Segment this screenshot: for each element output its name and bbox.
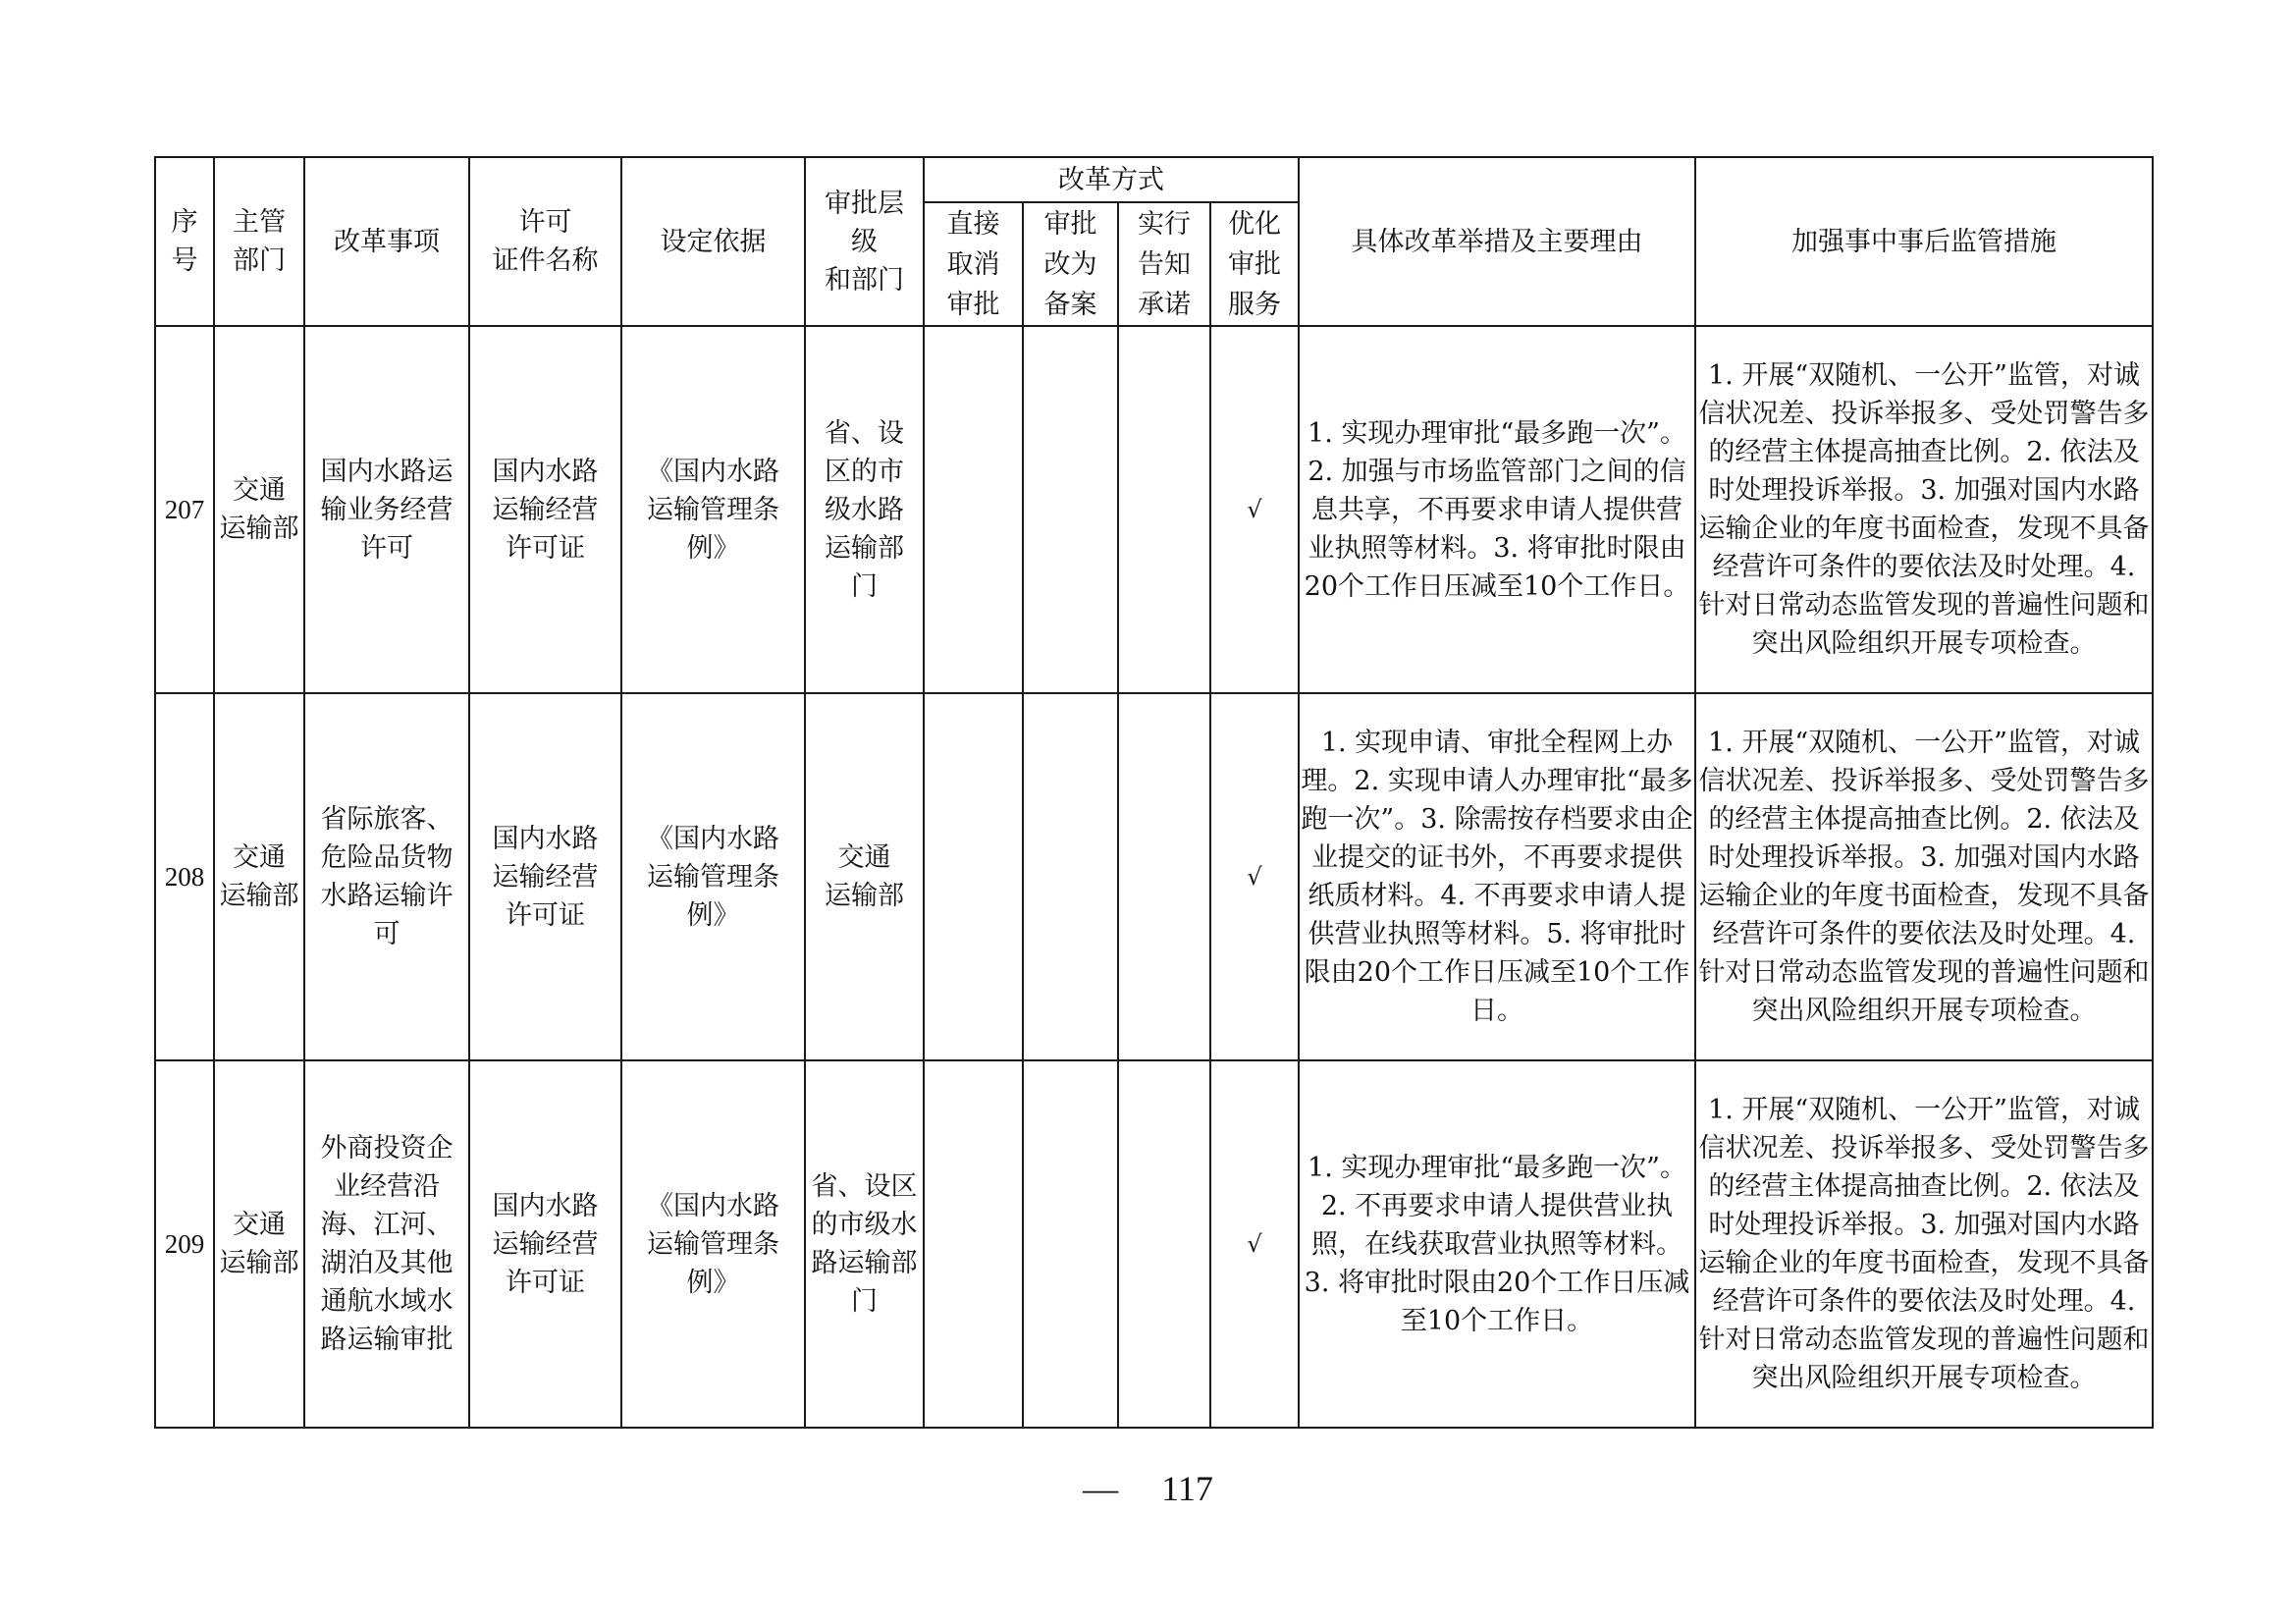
- cell-measures: 1. 实现办理审批“最多跑一次”。2. 不再要求申请人提供营业执照，在线获取营业执照等材料。3. 将审批时限由20个工作日压减至10个工作日。: [1299, 1060, 1695, 1428]
- header-reform-method: 改革方式: [924, 157, 1299, 202]
- cell-reform-item: 外商投资企 业经营沿 海、江河、 湖泊及其他 通航水域水 路运输审批: [304, 1060, 469, 1428]
- check-mark: √: [1247, 496, 1262, 523]
- cell-supervision: 1. 开展“双随机、一公开”监管，对诚信状况差、投诉举报多、受处罚警告多的经营主体提高抽查比例。2. 依法及时处理投诉举报。3. 加强对国内水路运输企业的年度书面检查，发现不具备经营许可条件的要依法及时处理。4. 针对日常动态监管发现的普遍性问题和突出风险组织开展专项检查。: [1695, 326, 2153, 693]
- header-reform-item: 改革事项: [304, 157, 469, 326]
- cell-approval-level: 交通 运输部: [805, 693, 924, 1060]
- cell-check-optimize: [1210, 1060, 1299, 1428]
- cell-department: 交通 运输部: [214, 326, 304, 693]
- cell-check-filing: [1023, 1060, 1118, 1428]
- cell-check-notify: [1118, 326, 1210, 693]
- cell-seq: 208: [155, 693, 214, 1060]
- header-method-filing: 审批 改为 备案: [1023, 202, 1118, 326]
- table-row: [155, 1060, 2153, 1428]
- cell-department: 交通 运输部: [214, 693, 304, 1060]
- cell-reform-item: 省际旅客、 危险品货物 水路运输许 可: [304, 693, 469, 1060]
- header-supervision: 加强事中事后监管措施: [1695, 157, 2153, 326]
- cell-check-notify: [1118, 1060, 1210, 1428]
- header-approval-level: 审批层级 和部门: [805, 157, 924, 326]
- cell-seq: 207: [155, 326, 214, 693]
- cell-license-name: 国内水路 运输经营 许可证: [469, 693, 621, 1060]
- cell-supervision: 1. 开展“双随机、一公开”监管，对诚信状况差、投诉举报多、受处罚警告多的经营主体提高抽查比例。2. 依法及时处理投诉举报。3. 加强对国内水路运输企业的年度书面检查，发现不具备经营许可条件的要依法及时处理。4. 针对日常动态监管发现的普遍性问题和突出风险组织开展专项检查。: [1695, 1060, 2153, 1428]
- cell-check-filing: [1023, 693, 1118, 1060]
- table-row: [155, 326, 2153, 693]
- cell-check-optimize: [1210, 326, 1299, 693]
- check-mark: √: [1247, 863, 1262, 891]
- header-method-notify: 实行 告知 承诺: [1118, 202, 1210, 326]
- header-seq: 序 号: [155, 157, 214, 326]
- cell-approval-level: 省、设区 的市级水 路运输部 门: [805, 1060, 924, 1428]
- cell-basis: 《国内水路 运输管理条 例》: [621, 693, 805, 1060]
- cell-measures: 1. 实现申请、审批全程网上办理。2. 实现申请人办理审批“最多跑一次”。3. 除需按存档要求由企业提交的证书外，不再要求提供纸质材料。4. 不再要求申请人提供营业执照等材料。5. 将审批时限由20个工作日压减至10个工作日。: [1299, 693, 1695, 1060]
- header-method-optimize: 优化 审批 服务: [1210, 202, 1299, 326]
- cell-check-cancel: [924, 1060, 1023, 1428]
- cell-basis: 《国内水路 运输管理条 例》: [621, 1060, 805, 1428]
- reform-table: [154, 156, 2154, 1429]
- header-license-name: 许可 证件名称: [469, 157, 621, 326]
- cell-check-cancel: [924, 326, 1023, 693]
- cell-check-cancel: [924, 693, 1023, 1060]
- cell-seq: 209: [155, 1060, 214, 1428]
- header-basis: 设定依据: [621, 157, 805, 326]
- table-row: [155, 693, 2153, 1060]
- header-department: 主管 部门: [214, 157, 304, 326]
- cell-check-optimize: [1210, 693, 1299, 1060]
- header-method-cancel: 直接 取消 审批: [924, 202, 1023, 326]
- page-number: 117: [1161, 1469, 1213, 1508]
- cell-supervision: 1. 开展“双随机、一公开”监管，对诚信状况差、投诉举报多、受处罚警告多的经营主体提高抽查比例。2. 依法及时处理投诉举报。3. 加强对国内水路运输企业的年度书面检查，发现不具备经营许可条件的要依法及时处理。4. 针对日常动态监管发现的普遍性问题和突出风险组织开展专项检查。: [1695, 693, 2153, 1060]
- cell-basis: 《国内水路 运输管理条 例》: [621, 326, 805, 693]
- cell-license-name: 国内水路 运输经营 许可证: [469, 326, 621, 693]
- page-footer: [0, 1468, 2296, 1509]
- cell-check-notify: [1118, 693, 1210, 1060]
- cell-department: 交通 运输部: [214, 1060, 304, 1428]
- cell-check-filing: [1023, 326, 1118, 693]
- cell-approval-level: 省、设 区的市 级水路 运输部 门: [805, 326, 924, 693]
- cell-license-name: 国内水路 运输经营 许可证: [469, 1060, 621, 1428]
- header-measures: 具体改革举措及主要理由: [1299, 157, 1695, 326]
- check-mark: √: [1247, 1230, 1262, 1258]
- footer-dash: —: [1083, 1469, 1119, 1508]
- cell-reform-item: 国内水路运 输业务经营 许可: [304, 326, 469, 693]
- cell-measures: 1. 实现办理审批“最多跑一次”。2. 加强与市场监管部门之间的信息共享，不再要求申请人提供营业执照等材料。3. 将审批时限由20个工作日压减至10个工作日。: [1299, 326, 1695, 693]
